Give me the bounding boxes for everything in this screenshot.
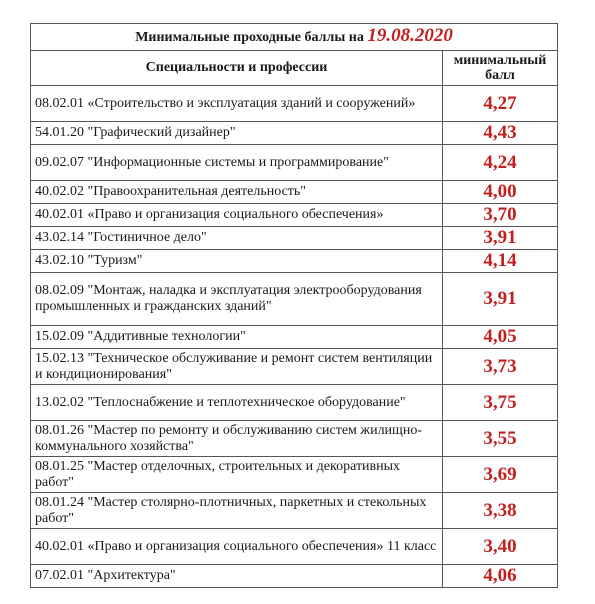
specialty-name: 43.02.14 "Гостиничное дело" <box>31 227 443 250</box>
min-score: 4,05 <box>443 326 558 349</box>
min-score: 3,91 <box>443 273 558 326</box>
table-row <box>31 385 558 421</box>
min-score: 3,91 <box>443 227 558 250</box>
table-row <box>31 86 558 122</box>
min-score: 4,24 <box>443 145 558 181</box>
table-row <box>31 250 558 273</box>
column-header-specialty: Специальности и профессии <box>31 51 443 86</box>
min-score: 3,38 <box>443 493 558 529</box>
min-score: 3,55 <box>443 421 558 457</box>
table-row <box>31 349 558 385</box>
table-row <box>31 122 558 145</box>
specialty-name: 13.02.02 "Теплоснабжение и теплотехническое оборудование" <box>31 385 443 421</box>
table-row <box>31 227 558 250</box>
specialty-name: 15.02.13 "Техническое обслуживание и ремонт систем вентиляции и кондиционирования" <box>31 349 443 385</box>
specialty-name: 08.02.01 «Строительство и эксплуатация зданий и сооружений» <box>31 86 443 122</box>
column-header-score: минимальный балл <box>443 51 558 86</box>
specialty-name: 40.02.01 «Право и организация социального обеспечения» 11 класс <box>31 529 443 565</box>
title-prefix: Минимальные проходные баллы на <box>135 30 368 45</box>
min-score: 3,40 <box>443 529 558 565</box>
table-row <box>31 565 558 588</box>
table-row <box>31 145 558 181</box>
table-row <box>31 529 558 565</box>
table-row <box>31 181 558 204</box>
min-score: 4,00 <box>443 181 558 204</box>
scores-document <box>30 23 558 588</box>
table-row <box>31 273 558 326</box>
min-score: 4,14 <box>443 250 558 273</box>
specialty-name: 09.02.07 "Информационные системы и программирование" <box>31 145 443 181</box>
specialty-name: 08.01.25 "Мастер отделочных, строительных и декоративных работ" <box>31 457 443 493</box>
title-date: 19.08.2020 <box>367 25 453 46</box>
table-title <box>31 24 558 51</box>
min-score: 4,43 <box>443 122 558 145</box>
header-row <box>31 51 558 86</box>
specialty-name: 08.01.26 "Мастер по ремонту и обслуживанию систем жилищно-коммунального хозяйства" <box>31 421 443 457</box>
specialty-name: 54.01.20 "Графический дизайнер" <box>31 122 443 145</box>
specialty-name: 15.02.09 "Аддитивные технологии" <box>31 326 443 349</box>
min-score: 4,27 <box>443 86 558 122</box>
specialty-name: 08.01.24 "Мастер столярно-плотничных, паркетных и стекольных работ" <box>31 493 443 529</box>
scores-table <box>30 23 558 588</box>
table-row <box>31 457 558 493</box>
min-score: 3,70 <box>443 204 558 227</box>
specialty-name: 08.02.09 "Монтаж, наладка и эксплуатация электрооборудования промышленных и гражданских зданий" <box>31 273 443 326</box>
table-row <box>31 421 558 457</box>
table-body <box>31 86 558 588</box>
specialty-name: 43.02.10 "Туризм" <box>31 250 443 273</box>
min-score: 3,75 <box>443 385 558 421</box>
table-row <box>31 493 558 529</box>
specialty-name: 07.02.01 "Архитектура" <box>31 565 443 588</box>
specialty-name: 40.02.01 «Право и организация социального обеспечения» <box>31 204 443 227</box>
title-row <box>31 24 558 51</box>
min-score: 4,06 <box>443 565 558 588</box>
table-row <box>31 326 558 349</box>
specialty-name: 40.02.02 "Правоохранительная деятельность" <box>31 181 443 204</box>
min-score: 3,69 <box>443 457 558 493</box>
min-score: 3,73 <box>443 349 558 385</box>
table-row <box>31 204 558 227</box>
